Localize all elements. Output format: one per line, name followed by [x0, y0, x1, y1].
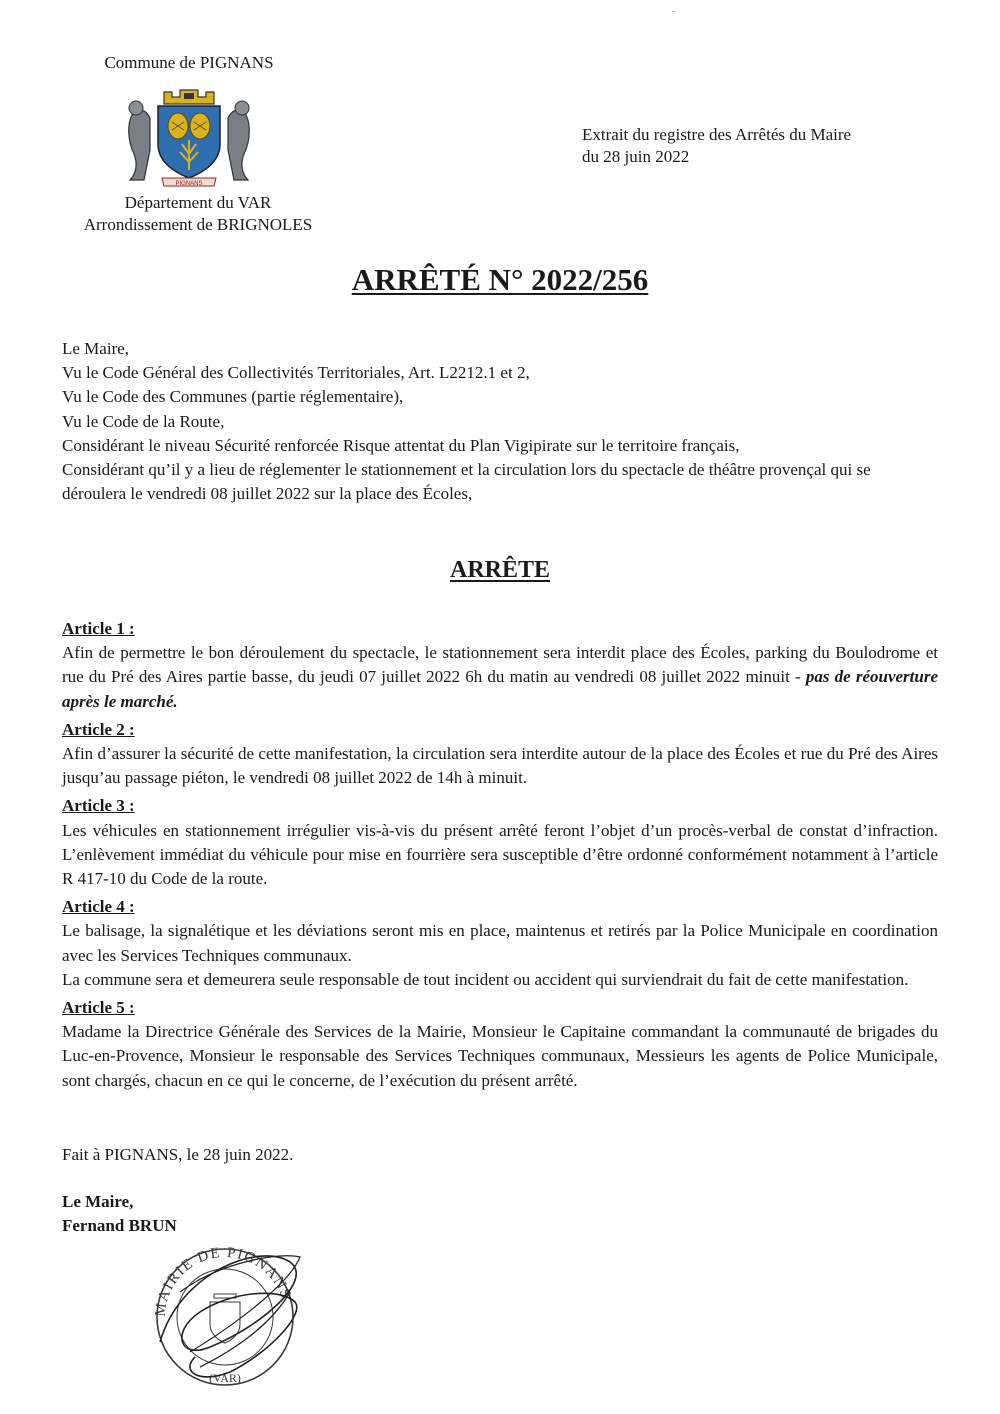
- register-extract-date: du 28 juin 2022: [582, 147, 690, 166]
- article-3: [62, 794, 938, 891]
- svg-text:(VAR): (VAR): [209, 1371, 241, 1385]
- department-name: Département du VAR: [124, 193, 272, 212]
- article-4: [62, 895, 938, 992]
- article-title: Article 2 :: [62, 719, 135, 739]
- document-title: ARRÊTÉ N° 2022/256: [351, 262, 649, 297]
- register-extract-line: Extrait du registre des Arrêtés du Maire: [582, 125, 852, 144]
- register-extract: [582, 124, 851, 168]
- preamble-line: Considérant le niveau Sécurité renforcée Risque attentat du Plan Vigipirate sur le territoire français,: [62, 435, 740, 455]
- article-text: Afin d’assurer la sécurité de cette manifestation, la circulation sera interdite autour de la place des Écoles et rue du Pré des Aires jusqu’au passage piéton, le vendredi 08 juillet 2022 de 14h à minuit.: [62, 744, 938, 788]
- article-text: Les véhicules en stationnement irrégulier vis-à-vis du présent arrêté feront l’objet d’un procès-verbal de constat d’infraction. L’enlèvement immédiat du véhicule pour mise en fourrière sera susceptible d’être ordonné conformément notamment à l’article R 417-10 du Code de la route.: [62, 820, 938, 889]
- article-1: [62, 617, 938, 714]
- crest-banner-text: PIGNANS: [175, 181, 203, 187]
- svg-text:MAIRIE DE PIGNANS: MAIRIE DE PIGNANS: [152, 1244, 295, 1318]
- article-text-main: Afin de permettre le bon déroulement du spectacle, le stationnement sera interdit place des Écoles, parking du Boulodrome et rue du Pré des Aires partie basse, du jeudi 07 juillet 2022 6h du matin au vendredi 08 juillet 2022 minuit -: [62, 643, 938, 687]
- commune-name: Commune de PIGNANS: [104, 53, 274, 72]
- preamble: [62, 337, 938, 506]
- signatory-role: Le Maire,: [62, 1192, 134, 1211]
- article-title: Article 3 :: [62, 796, 135, 816]
- mairie-stamp-icon: [140, 1232, 310, 1392]
- coat-of-arms-icon: [122, 82, 256, 188]
- articles: [62, 617, 938, 1097]
- preamble-line: Vu le Code des Communes (partie réglementaire),: [62, 387, 404, 407]
- signatory-name: Fernand BRUN: [62, 1216, 177, 1235]
- preamble-line: Le Maire,: [62, 339, 130, 358]
- preamble-line: Considérant qu’il y a lieu de réglementer le stationnement et la circulation lors du spectacle de théâtre provençal qui se déroulera le vendredi 08 juillet 2022 sur la place des Écoles,: [62, 460, 871, 504]
- place-and-date: Fait à PIGNANS, le 28 juin 2022.: [62, 1145, 294, 1164]
- decision-heading: ARRÊTE: [449, 557, 551, 583]
- article-emphasis: pas de réouverture après le marché.: [62, 667, 938, 711]
- article-text: [62, 641, 938, 714]
- article-2: [62, 718, 938, 791]
- article-title: Article 1 :: [62, 619, 135, 638]
- preamble-line: Vu le Code Général des Collectivités Territoriales, Art. L2212.1 et 2,: [62, 363, 530, 383]
- article-paragraph: Le balisage, la signalétique et les déviations seront mis en place, maintenus et retirés par la Police Municipale en coordination avec les Services Techniques communaux.: [62, 921, 938, 965]
- article-text: Madame la Directrice Générale des Services de la Mairie, Monsieur le Capitaine commandant la communauté de brigades du Luc-en-Provence, Monsieur le responsable des Services Techniques communaux, Messieurs les agents de Police Municipale, sont chargés, chacun en ce qui le concerne, de l’exécution du présent arrêté.: [62, 1022, 938, 1090]
- arrondissement-name: Arrondissement de BRIGNOLES: [83, 215, 313, 234]
- article-title: Article 4 :: [62, 897, 135, 917]
- preamble-line: Vu le Code de la Route,: [62, 411, 225, 431]
- article-5: [62, 996, 938, 1093]
- article-text: [62, 919, 938, 992]
- article-title: Article 5 :: [62, 998, 135, 1018]
- department-block: [40, 192, 356, 236]
- article-paragraph: La commune sera et demeurera seule responsable de tout incident ou accident qui surviendrait du fait de cette manifestation.: [62, 969, 909, 989]
- scan-speck: -: [672, 6, 676, 17]
- signatory-block: [62, 1190, 177, 1238]
